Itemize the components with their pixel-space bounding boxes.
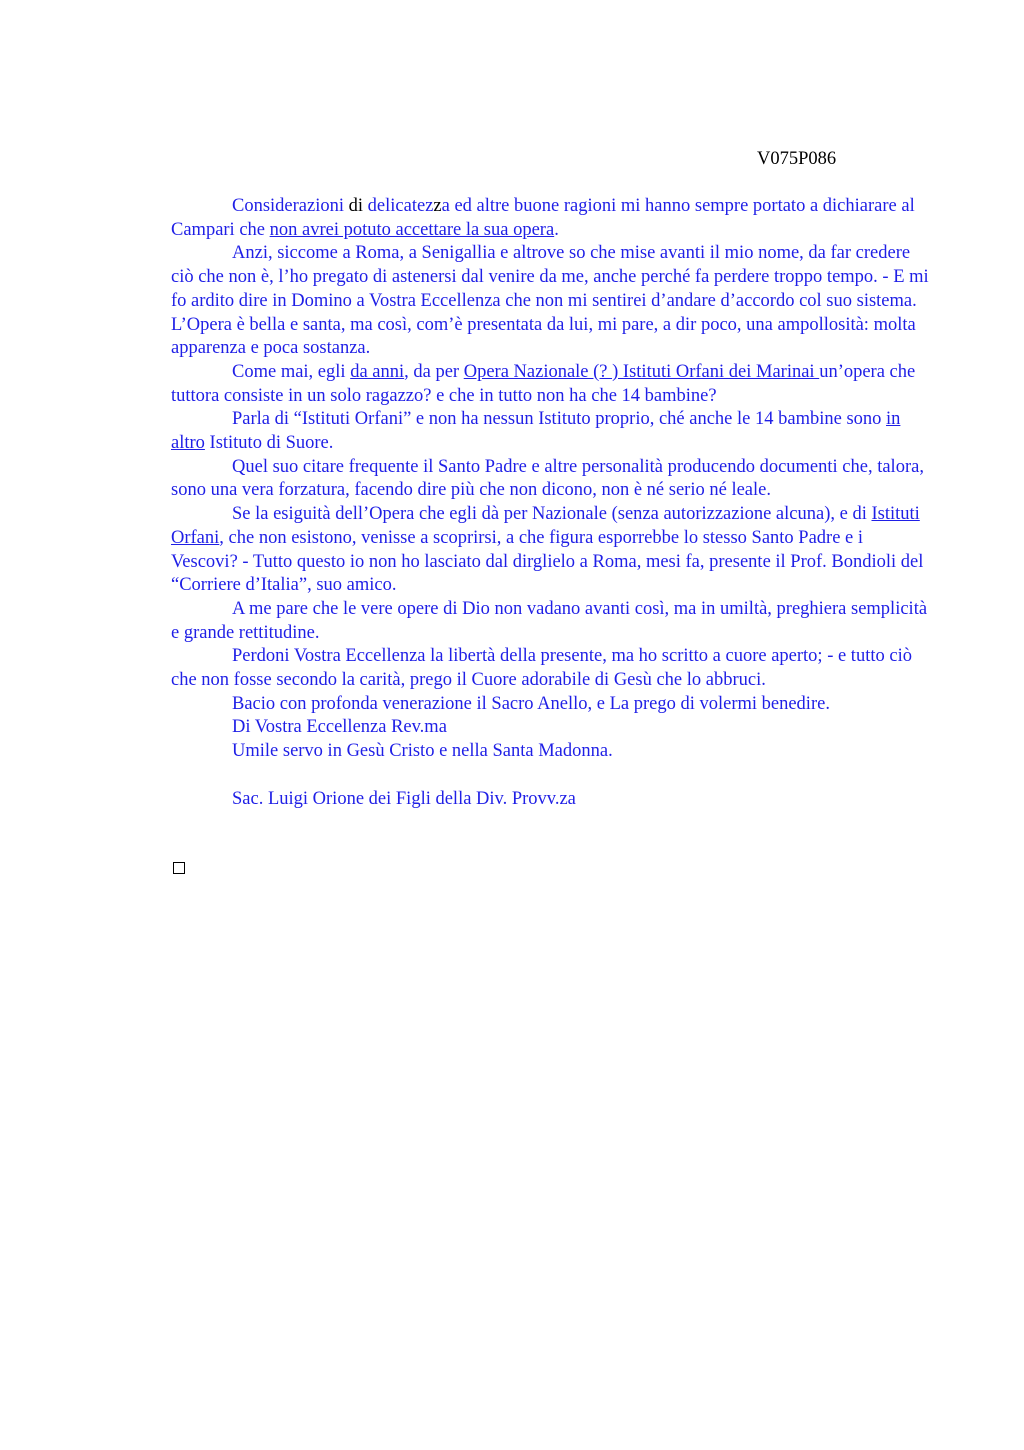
text-run: Come mai, egli: [232, 361, 351, 382]
underlined-text: Istituti Orfani: [171, 504, 920, 548]
document-id: V075P086: [757, 149, 837, 169]
paragraph-9: Bacio con profonda venerazione il Sacro Anello, e La prego di volermi benedire.: [232, 693, 830, 714]
paragraph-5: Quel suo citare frequente il Santo Padre e altre personalità producendo documenti che, talora, sono una vera forzatura, facendo dire più che non dicono, non è né serio né leale.: [171, 456, 924, 501]
text-run: .: [554, 219, 559, 240]
paragraph-3: [171, 361, 931, 408]
text-run: a ed altre buone ragioni mi hanno sempre portato a dichiarare al Campari che: [171, 196, 915, 240]
underlined-text: da anni: [350, 361, 405, 382]
paragraph-4: [171, 408, 931, 455]
paragraph-8: Perdoni Vostra Eccellenza la libertà della presente, ma ho scritto a cuore aperto; - e tutto ciò che non fosse secondo la carità, prego il Cuore adorabile di Gesù che lo abbruci.: [171, 646, 912, 691]
text-run: Istituto di Suore.: [204, 433, 334, 454]
closing-line: Di Vostra Eccellenza Rev.ma: [232, 717, 447, 738]
paragraph-6: [171, 503, 931, 598]
paragraph-2: Anzi, siccome a Roma, a Senigallia e altrove so che mise avanti il mio nome, da far credere ciò che non è, l’ho pregato di astenersi dal venire da me, anche perché fa perdere troppo tempo. - E mi fo ardito dire in Domino a Vostra Eccellenza che non mi sentirei d’andare d’accordo col suo sistema. L’Opera è bella e santa, ma così, com’è presentata da lui, mi pare, a dir poco, una ampollosità: molta apparenza e poca sostanza.: [171, 243, 929, 359]
blank-line: [171, 764, 931, 788]
empty-square-icon: [173, 862, 185, 874]
closing-salutation: Umile servo in Gesù Cristo e nella Santa Madonna.: [232, 741, 613, 762]
text-run: di: [344, 196, 368, 216]
text-run: Considerazioni: [232, 196, 345, 216]
underlined-text: non avrei potuto accettare la sua opera: [269, 219, 555, 240]
paragraph-7: A me pare che le vere opere di Dio non vadano avanti così, ma in umiltà, preghiera semplicità e grande rettitudine.: [171, 598, 928, 643]
underlined-text: Opera Nazionale (? ) Istituti Orfani dei Marinai: [463, 361, 820, 382]
text-run: , che non esistono, venisse a scoprirsi, a che figura esporrebbe lo stesso Santo Padre e i Vescovi? - Tutto questo io non ho lasciato dal dirglielo a Roma, mesi fa, presente il Prof. Bondioli del “Corriere d’Italia”, suo amico.: [171, 527, 924, 596]
text-run: Parla di “Istituti Orfani” e non ha nessun Istituto proprio, ché anche le 14 bambine sono: [232, 409, 887, 430]
paragraph-1: [171, 195, 931, 242]
text-run: un’opera che tuttora consiste in un solo ragazzo? e che in tutto non ha che 14 bambine?: [171, 361, 916, 406]
underlined-text: in altro: [171, 409, 901, 454]
text-run: delicatez: [367, 196, 434, 216]
signature: Sac. Luigi Orione dei Figli della Div. Provv.za: [232, 788, 576, 809]
text-run: Se la esiguità dell’Opera che egli dà per Nazionale (senza autorizzazione alcuna), e di: [232, 504, 872, 525]
letter-body: [171, 195, 931, 811]
text-run: , da per: [404, 361, 464, 382]
text-run: z: [433, 196, 442, 216]
